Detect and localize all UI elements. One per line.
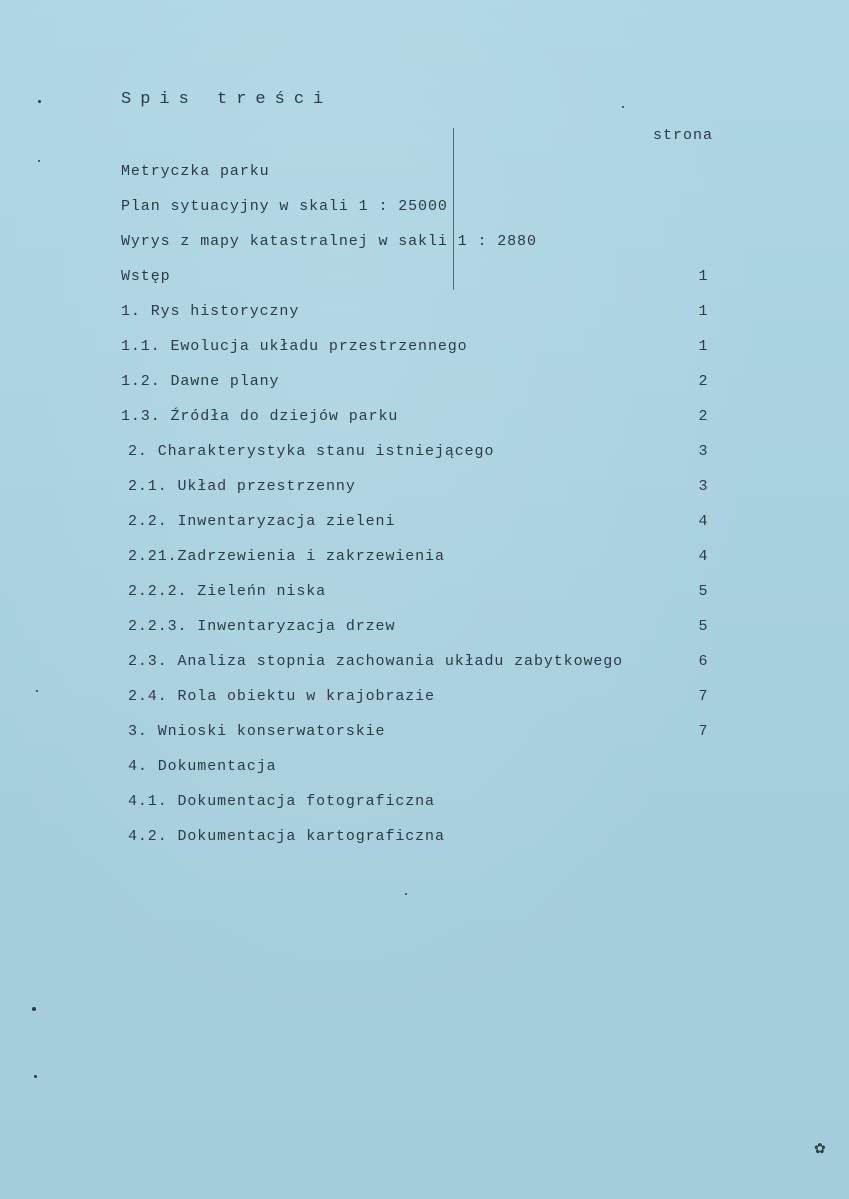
toc-entry	[0, 618, 849, 642]
toc-entry-label: 2.4. Rola obiektu w krajobrazie	[128, 688, 435, 705]
toc-entry	[0, 513, 849, 537]
paper-speck	[34, 1075, 37, 1078]
toc-entry-label: Plan sytuacyjny w skali 1 : 25000	[121, 198, 448, 215]
paper-speck	[36, 690, 38, 692]
toc-entry-label: 1.2. Dawne plany	[121, 373, 280, 390]
toc-entry	[0, 478, 849, 502]
toc-entry	[0, 233, 849, 257]
paper-speck	[38, 100, 41, 103]
toc-entry-page: 7	[698, 688, 708, 705]
toc-entry	[0, 443, 849, 467]
toc-entry	[0, 653, 849, 677]
toc-entry	[0, 793, 849, 817]
toc-entry-page: 7	[698, 723, 708, 740]
toc-entry-page: 5	[698, 583, 708, 600]
toc-entry-label: Wyrys z mapy katastralnej w sakli 1 : 2880	[121, 233, 537, 250]
toc-entry-page: 2	[698, 408, 708, 425]
toc-entry	[0, 338, 849, 362]
toc-entry	[0, 828, 849, 852]
toc-entry-label: 2. Charakterystyka stanu istniejącego	[128, 443, 495, 460]
toc-entry	[0, 268, 849, 292]
paper-speck	[405, 893, 407, 895]
toc-entry-label: 1.3. Źródła do dziejów parku	[121, 408, 399, 425]
toc-entry-label: 1. Rys historyczny	[121, 303, 300, 320]
corner-ink-mark-icon: ✿	[814, 1141, 826, 1157]
toc-entry	[0, 198, 849, 222]
toc-entry	[0, 548, 849, 572]
toc-entry-label: 2.2. Inwentaryzacja zieleni	[128, 513, 396, 530]
toc-entry-page: 3	[698, 443, 708, 460]
toc-entry-label: 2.3. Analiza stopnia zachowania układu zabytkowego	[128, 653, 624, 670]
toc-entry-page: 4	[698, 548, 708, 565]
toc-entry-label: 4.2. Dokumentacja kartograficzna	[128, 828, 445, 845]
toc-entry	[0, 373, 849, 397]
toc-entry	[0, 583, 849, 607]
toc-entry-label: 1.1. Ewolucja układu przestrzennego	[121, 338, 468, 355]
toc-entry	[0, 408, 849, 432]
toc-entry	[0, 758, 849, 782]
toc-entry-label: Metryczka parku	[121, 163, 270, 180]
toc-entry-label: 4. Dokumentacja	[128, 758, 277, 775]
toc-entry	[0, 163, 849, 187]
toc-entry-page: 4	[698, 513, 708, 530]
paper-speck	[38, 160, 40, 162]
page-column-label: strona	[653, 127, 714, 144]
paper-speck	[622, 106, 624, 108]
toc-entry	[0, 723, 849, 747]
toc-entry-label: 4.1. Dokumentacja fotograficzna	[128, 793, 435, 810]
toc-entry-label: 2.21.Zadrzewienia i zakrzewienia	[128, 548, 445, 565]
toc-entry-label: 2.2.3. Inwentaryzacja drzew	[128, 618, 396, 635]
toc-entry	[0, 688, 849, 712]
toc-entry-label: 3. Wnioski konserwatorskie	[128, 723, 386, 740]
toc-entry-page: 1	[698, 268, 708, 285]
page-title: Spis treści	[121, 90, 333, 109]
toc-entry-page: 1	[698, 303, 708, 320]
toc-entry-page: 2	[698, 373, 708, 390]
toc-entry-label: 2.1. Układ przestrzenny	[128, 478, 356, 495]
toc-entry-page: 5	[698, 618, 708, 635]
toc-entry	[0, 303, 849, 327]
paper-speck	[32, 1007, 36, 1011]
toc-entry-page: 1	[698, 338, 708, 355]
toc-entry-page: 3	[698, 478, 708, 495]
toc-entry-label: Wstęp	[121, 268, 171, 285]
toc-entry-page: 6	[698, 653, 708, 670]
toc-entry-label: 2.2.2. Zieleńn niska	[128, 583, 327, 600]
